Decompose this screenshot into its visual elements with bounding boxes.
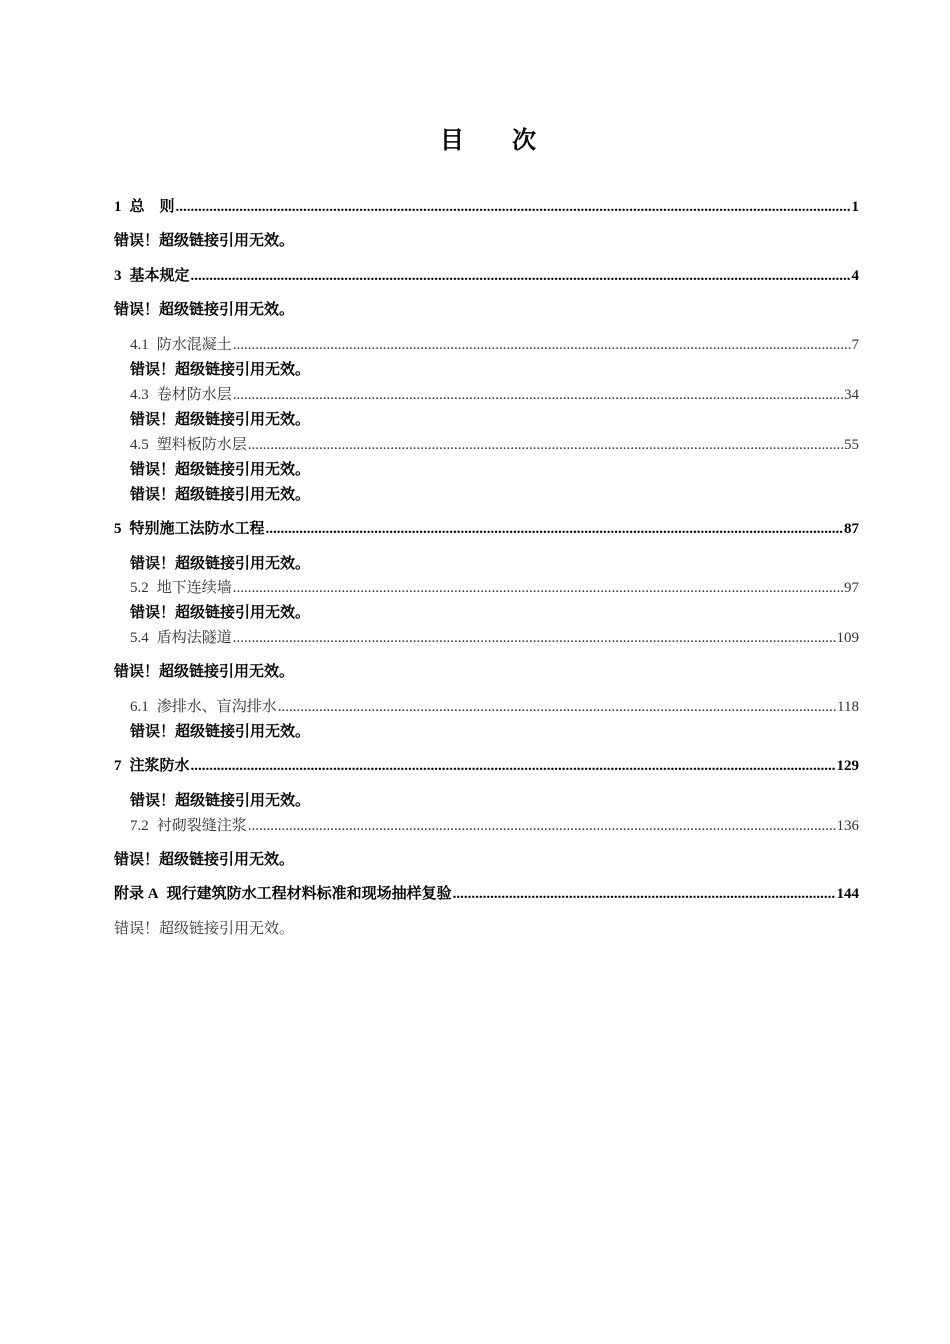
toc-number: 5.2 xyxy=(130,580,149,596)
toc-label: 卷材防水层 xyxy=(156,387,232,403)
toc-error: 错误！超级链接引用无效。 xyxy=(130,412,311,428)
toc-number: 1 xyxy=(114,199,122,215)
toc-error: 错误！超级链接引用无效。 xyxy=(130,462,311,478)
toc-entry-5[interactable] xyxy=(114,519,859,539)
toc-error: 错误！超级链接引用无效。 xyxy=(130,605,311,621)
dot-leader xyxy=(191,266,851,286)
toc-error: 错误！超级链接引用无效。 xyxy=(130,556,311,572)
toc-label: 衬砌裂缝注浆 xyxy=(156,818,247,834)
toc-number: 7 xyxy=(114,758,122,774)
toc-error: 错误！超级链接引用无效。 xyxy=(130,362,311,378)
toc-entry-7-2[interactable] xyxy=(130,816,859,836)
toc-number: 4.1 xyxy=(130,337,149,353)
toc-label: 基本规定 xyxy=(129,268,190,284)
title-char-1: 目 xyxy=(440,128,464,154)
toc-number: 4.3 xyxy=(130,387,149,403)
toc-label: 地下连续墙 xyxy=(156,580,232,596)
toc-page: 55 xyxy=(844,437,859,453)
toc-number: 6.1 xyxy=(130,699,149,715)
dot-leader xyxy=(278,697,836,717)
dot-leader xyxy=(191,756,836,776)
dot-leader xyxy=(233,628,836,648)
toc-entry-6-1[interactable] xyxy=(130,697,859,717)
toc-page: 118 xyxy=(837,699,859,715)
toc-entry-4-5[interactable] xyxy=(130,435,859,455)
toc-label: 注浆防水 xyxy=(129,758,190,774)
toc-entry-appendix-a[interactable] xyxy=(114,884,859,904)
toc-label: 防水混凝土 xyxy=(156,337,232,353)
toc-label: 盾构法隧道 xyxy=(156,630,232,646)
toc-page: 144 xyxy=(836,886,859,902)
toc-error: 错误！超级链接引用无效。 xyxy=(130,487,311,503)
toc-page: 136 xyxy=(836,818,859,834)
toc-page: 1 xyxy=(851,199,859,215)
dot-leader xyxy=(233,385,843,405)
toc-error: 错误！超级链接引用无效。 xyxy=(114,664,295,680)
page-title xyxy=(0,120,950,155)
toc-page: 87 xyxy=(844,521,859,537)
toc-label: 塑料板防水层 xyxy=(156,437,247,453)
dot-leader xyxy=(266,519,843,539)
toc-error: 错误！超级链接引用无效。 xyxy=(114,852,295,868)
toc-number: 7.2 xyxy=(130,818,149,834)
toc-number: 5 xyxy=(114,521,122,537)
toc-entry-7[interactable] xyxy=(114,756,859,776)
toc-error: 错误！超级链接引用无效。 xyxy=(114,921,295,937)
dot-leader xyxy=(453,884,836,904)
toc-entry-4-1[interactable] xyxy=(130,335,859,355)
toc-entry-4-3[interactable] xyxy=(130,385,859,405)
dot-leader xyxy=(176,197,851,217)
toc-number: 3 xyxy=(114,268,122,284)
toc-page: 109 xyxy=(836,630,859,646)
toc-number: 4.5 xyxy=(130,437,149,453)
toc-page: 34 xyxy=(844,387,859,403)
toc-number: 5.4 xyxy=(130,630,149,646)
toc-page: 7 xyxy=(851,337,859,353)
toc-error: 错误！超级链接引用无效。 xyxy=(130,793,311,809)
dot-leader xyxy=(248,816,836,836)
toc-page: 97 xyxy=(844,580,859,596)
toc-label: 特别施工法防水工程 xyxy=(129,521,265,537)
toc-entry-5-4[interactable] xyxy=(130,628,859,648)
title-char-2: 次 xyxy=(512,128,536,154)
toc-number: 附录 A xyxy=(114,886,159,902)
toc-label: 现行建筑防水工程材料标准和现场抽样复验 xyxy=(166,886,452,902)
toc-page: 129 xyxy=(836,758,859,774)
toc-entry-3[interactable] xyxy=(114,266,859,286)
toc-error: 错误！超级链接引用无效。 xyxy=(130,724,311,740)
toc-error: 错误！超级链接引用无效。 xyxy=(114,233,295,249)
toc-page: 4 xyxy=(851,268,859,284)
toc-entry-5-2[interactable] xyxy=(130,578,859,598)
dot-leader xyxy=(248,435,843,455)
dot-leader xyxy=(233,335,851,355)
toc-entry-1[interactable] xyxy=(114,197,859,217)
toc-error: 错误！超级链接引用无效。 xyxy=(114,302,295,318)
dot-leader xyxy=(233,578,843,598)
toc-label: 渗排水、盲沟排水 xyxy=(156,699,277,715)
toc-label: 总 则 xyxy=(129,199,175,215)
